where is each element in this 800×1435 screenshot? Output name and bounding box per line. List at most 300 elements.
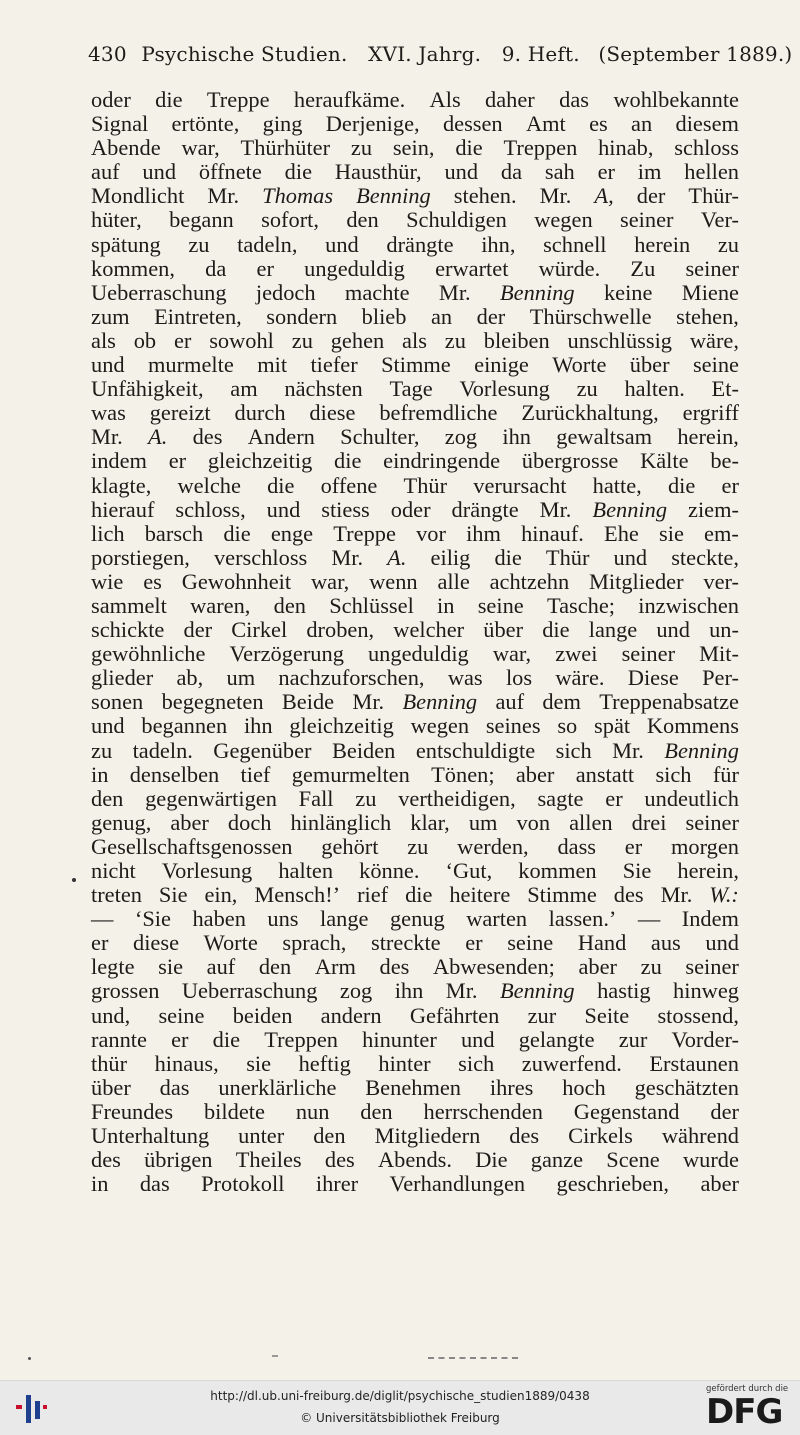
- word: war,: [310, 568, 350, 594]
- word: stehen.: [453, 183, 517, 209]
- word: wäre,: [689, 327, 739, 353]
- word: sammelt: [91, 592, 167, 618]
- issue-date: (September 1889.): [598, 42, 793, 66]
- word: bildete: [203, 1098, 265, 1124]
- word: wenn: [369, 568, 418, 594]
- word: auf: [495, 689, 525, 715]
- word: Mr.: [445, 978, 478, 1004]
- word: eindringende: [383, 448, 501, 474]
- word: wegen: [410, 713, 470, 739]
- word: sonen: [91, 689, 144, 715]
- scan-mark: [272, 1355, 278, 1357]
- word: und: [325, 231, 359, 257]
- word: ungeduldig: [367, 641, 469, 667]
- word: Abwesenden;: [432, 954, 555, 980]
- word: hinunter: [362, 1026, 437, 1052]
- dfg-funding: [706, 1384, 792, 1432]
- word: das: [559, 87, 589, 112]
- word: seine: [158, 1002, 205, 1028]
- word: warten: [466, 906, 528, 932]
- word: haben: [192, 906, 246, 932]
- copyright-notice: © Universitätsbibliothek Freiburg: [300, 1411, 500, 1425]
- word: gewaltsam: [556, 424, 653, 450]
- word: rief: [357, 882, 389, 908]
- word: klar,: [410, 809, 450, 835]
- word: Andern: [247, 424, 315, 450]
- word: befremdliche: [379, 400, 498, 426]
- word: stossend,: [657, 1002, 739, 1028]
- word: Mr.: [539, 183, 572, 209]
- word: Mr.: [207, 183, 240, 209]
- word: nächsten: [284, 376, 363, 402]
- word: wie: [91, 568, 124, 594]
- word: heraufkäme.: [293, 87, 406, 112]
- word: ziem-: [688, 496, 739, 522]
- word: gehen: [330, 327, 385, 353]
- word: Worte: [203, 930, 258, 956]
- text-line: [91, 474, 739, 498]
- word: ihn: [394, 978, 424, 1004]
- word: Treppe: [333, 520, 396, 546]
- word: geschrieben,: [556, 1171, 670, 1197]
- word: und: [613, 544, 648, 570]
- word: verschloss: [213, 544, 308, 570]
- word: A.: [387, 544, 407, 570]
- word: uns: [267, 906, 299, 932]
- word: zu: [640, 954, 662, 980]
- word: stehen,: [676, 303, 739, 329]
- word: in: [437, 592, 455, 618]
- word: seiner: [621, 641, 676, 667]
- word: zu: [91, 737, 113, 763]
- word: der: [183, 617, 213, 643]
- text-line: [91, 257, 739, 281]
- text-line: [91, 401, 739, 425]
- word: und: [705, 930, 739, 956]
- word: Scene: [606, 1147, 660, 1173]
- word: aber: [515, 761, 555, 787]
- text-line: [91, 305, 739, 329]
- word: zog: [444, 424, 478, 450]
- word: kommen,: [91, 255, 175, 281]
- word: den: [313, 1123, 346, 1149]
- word: seiner: [685, 954, 739, 980]
- word: anstatt: [575, 761, 635, 787]
- text-line: [91, 329, 739, 353]
- word: Tage: [389, 376, 433, 402]
- word: ein,: [204, 882, 238, 908]
- word: sah: [544, 159, 575, 185]
- word: Mr.: [438, 279, 471, 305]
- word: auf: [206, 954, 236, 980]
- word: Schulter,: [340, 424, 420, 450]
- word: des: [192, 424, 223, 450]
- word: droben,: [306, 617, 375, 643]
- word: die: [284, 159, 313, 185]
- word: unschlüssig: [567, 327, 672, 353]
- word: Thür: [403, 472, 448, 498]
- word: diese: [133, 930, 180, 956]
- word: Kommens: [646, 713, 739, 739]
- word: ging: [262, 111, 303, 137]
- dfg-logo-icon: DFG: [706, 1392, 783, 1432]
- word: heitere: [449, 882, 511, 908]
- word: glieder: [91, 665, 154, 691]
- word: Verhandlungen: [389, 1171, 526, 1197]
- word: sprach,: [282, 930, 347, 956]
- word: spätung: [91, 231, 161, 257]
- word: so: [557, 713, 578, 739]
- word: Cirkel: [231, 617, 288, 643]
- word: grossen: [91, 978, 160, 1004]
- word: lange: [588, 617, 638, 643]
- word: drängte: [451, 496, 519, 522]
- word: Indem: [681, 906, 739, 932]
- word: Schuldigen: [406, 207, 507, 233]
- word: dem: [542, 689, 581, 715]
- word: lich: [91, 520, 125, 546]
- word: Fall: [298, 785, 334, 811]
- word: be-: [710, 448, 739, 474]
- word: Mitglieder: [589, 568, 684, 594]
- word: halten.: [624, 376, 685, 402]
- text-line: [91, 281, 739, 305]
- word: an: [631, 111, 653, 137]
- word: Signal: [91, 111, 149, 137]
- text-line: [91, 787, 739, 811]
- word: begann: [169, 207, 234, 233]
- word: undeutlich: [644, 785, 739, 811]
- word: klagte,: [91, 472, 152, 498]
- word: durch: [234, 400, 286, 426]
- word: nachzuforschen,: [278, 665, 425, 691]
- word: die: [542, 617, 570, 643]
- word: Thür: [545, 544, 590, 570]
- word: herein,: [677, 424, 739, 450]
- text-line: [91, 594, 739, 618]
- word: Cirkels: [568, 1123, 633, 1149]
- word: jedoch: [255, 279, 316, 305]
- margin-mark: [72, 878, 76, 882]
- word: ihn: [243, 713, 273, 739]
- word: Mondlicht: [91, 183, 185, 209]
- word: seiner: [620, 207, 674, 233]
- word: Protokoll: [201, 1171, 285, 1197]
- word: tief: [240, 761, 271, 787]
- word: Vorlesung: [161, 858, 253, 883]
- word: er: [721, 472, 739, 498]
- word: Treppenabsatze: [599, 689, 739, 715]
- text-line: [91, 1076, 739, 1100]
- word: halten: [278, 858, 334, 883]
- word: morgen: [670, 833, 739, 859]
- word: dass: [557, 833, 596, 859]
- word: andern: [320, 1002, 382, 1028]
- word: hierauf: [91, 496, 155, 522]
- word: hastig: [597, 978, 651, 1004]
- word: ver-: [703, 568, 739, 594]
- word: während: [661, 1123, 739, 1149]
- word: unerklärliche: [218, 1074, 337, 1100]
- word: um: [468, 809, 498, 835]
- word: es: [143, 568, 162, 594]
- word: über: [483, 617, 524, 643]
- text-line: [91, 690, 739, 714]
- word: zu: [291, 327, 313, 353]
- word: Gegenstand: [573, 1098, 680, 1124]
- text-line: [91, 859, 739, 883]
- word: und: [91, 713, 125, 739]
- word: Thür-: [688, 183, 739, 209]
- word: Mr.: [352, 689, 385, 715]
- word: aber: [578, 954, 618, 980]
- word: er: [91, 930, 109, 956]
- word: offene: [320, 472, 378, 498]
- word: Seite: [584, 1002, 630, 1028]
- text-line: [91, 112, 739, 136]
- word: Beiden: [331, 737, 396, 763]
- word: Thürschwelle: [529, 303, 652, 329]
- word: drängte: [386, 231, 454, 257]
- word: tadeln.: [132, 737, 193, 763]
- word: Freundes: [91, 1098, 174, 1124]
- word: Tasche;: [546, 592, 616, 618]
- word: eilig: [430, 544, 471, 570]
- word: schloss: [674, 135, 739, 161]
- word: ungeduldig: [304, 255, 405, 281]
- word: Benning: [592, 496, 668, 522]
- word: werden,: [457, 833, 529, 859]
- word: Zurückhaltung,: [521, 400, 659, 426]
- word: Gegenüber: [213, 737, 312, 763]
- text-line: [91, 208, 739, 232]
- word: spät: [594, 713, 631, 739]
- word: allen: [569, 809, 613, 835]
- text-line: [91, 546, 739, 570]
- text-line: [91, 907, 739, 931]
- word: was: [447, 665, 483, 691]
- word: am: [230, 376, 258, 402]
- word: nun: [295, 1098, 330, 1124]
- word: drei: [631, 809, 667, 835]
- word: Die: [475, 1147, 508, 1173]
- word: lange: [319, 906, 369, 932]
- word: die: [455, 135, 483, 161]
- word: mit: [257, 352, 288, 378]
- word: er: [605, 785, 623, 811]
- word: des: [324, 1147, 355, 1173]
- word: was: [91, 400, 126, 426]
- word: Ueberraschung: [181, 978, 318, 1004]
- word: sich: [655, 761, 692, 787]
- word: sein,: [392, 135, 435, 161]
- word: den: [258, 954, 292, 980]
- scan-mark: [28, 1357, 31, 1360]
- word: lassen.’: [548, 906, 617, 932]
- word: porstiegen,: [91, 544, 190, 570]
- word: in: [91, 761, 109, 787]
- word: Hausthür,: [334, 159, 422, 185]
- text-line: [91, 1028, 739, 1052]
- word: und: [142, 159, 177, 185]
- word: von: [516, 809, 551, 835]
- text-line: [91, 449, 739, 473]
- word: machte: [344, 279, 410, 305]
- word: achtzehn: [489, 568, 570, 594]
- word: es: [589, 111, 608, 137]
- word: schnell: [543, 231, 607, 257]
- permalink-url[interactable]: http://dl.ub.uni-freiburg.de/diglit/psychische_studien1889/0438: [210, 1389, 590, 1403]
- word: Mr.: [91, 424, 123, 450]
- word: Zu: [630, 255, 656, 281]
- word: zu: [717, 231, 739, 257]
- word: sich: [458, 1050, 495, 1076]
- word: könne.: [359, 858, 420, 883]
- word: er: [168, 448, 187, 474]
- text-line: [91, 353, 739, 377]
- word: Thomas: [262, 183, 334, 209]
- word: Mr.: [539, 496, 572, 522]
- word: wohlbekannte: [613, 87, 739, 112]
- word: alle: [437, 568, 470, 594]
- word: ‘Sie: [134, 906, 171, 932]
- word: seines: [485, 713, 541, 739]
- word: genug,: [91, 809, 152, 835]
- word: schloss,: [175, 496, 246, 522]
- word: begannen: [141, 713, 228, 739]
- word: wegen: [534, 207, 593, 233]
- word: zuwerfend.: [521, 1050, 622, 1076]
- word: Unfähigkeit,: [91, 376, 204, 402]
- word: ergriff: [682, 400, 739, 426]
- word: begegneten: [161, 689, 264, 715]
- word: er: [256, 255, 274, 281]
- word: zur: [527, 1002, 557, 1028]
- word: die: [212, 1026, 241, 1052]
- word: gleichzeitig: [207, 448, 313, 474]
- word: aus: [650, 930, 681, 956]
- text-line: [91, 811, 739, 835]
- word: aber: [700, 1171, 739, 1197]
- text-line: [91, 425, 739, 449]
- word: un-: [709, 617, 739, 643]
- word: Verzögerung: [229, 641, 344, 667]
- word: hinaus,: [154, 1050, 219, 1076]
- word: oder: [390, 496, 431, 522]
- word: ‘Gut,: [445, 858, 493, 883]
- viewer-footer-bar: [0, 1380, 800, 1435]
- word: stiess: [321, 496, 370, 522]
- word: das: [139, 1171, 170, 1197]
- word: Miene: [681, 279, 739, 305]
- word: vor: [416, 520, 446, 546]
- text-line: [91, 88, 739, 112]
- word: schickte: [91, 617, 165, 643]
- word: daher: [485, 87, 535, 112]
- word: Worte: [552, 352, 607, 378]
- word: murmelte: [147, 352, 234, 378]
- word: zu: [576, 376, 598, 402]
- word: ihm: [466, 520, 501, 546]
- word: waren,: [190, 592, 251, 618]
- word: des: [509, 1123, 540, 1149]
- word: Benning: [356, 183, 431, 209]
- word: und: [656, 617, 690, 643]
- word: war,: [492, 641, 532, 667]
- text-line: [91, 1100, 739, 1124]
- word: Mitgliedern: [374, 1123, 481, 1149]
- text-line: [91, 714, 739, 738]
- word: bleiben: [483, 327, 550, 353]
- word: er: [597, 159, 615, 185]
- text-line: [91, 160, 739, 184]
- word: die: [334, 448, 362, 474]
- word: Benning: [500, 978, 575, 1004]
- word: sie: [158, 954, 184, 980]
- word: kommen: [518, 858, 597, 883]
- word: um: [226, 665, 256, 691]
- word: Treppen: [503, 135, 578, 161]
- word: zwei: [555, 641, 598, 667]
- word: über: [91, 1074, 131, 1100]
- word: Abends.: [377, 1147, 452, 1173]
- word: unter: [238, 1123, 285, 1149]
- word: Treppe: [206, 87, 270, 112]
- text-line: [91, 955, 739, 979]
- text-line: [91, 666, 739, 690]
- text-line: [91, 835, 739, 859]
- word: den: [273, 592, 306, 618]
- word: den: [346, 207, 379, 233]
- word: W.:: [709, 882, 739, 908]
- word: gelangte: [518, 1026, 595, 1052]
- word: entschuldigte: [415, 737, 536, 763]
- word: tiefer: [310, 352, 358, 378]
- word: ganze: [530, 1147, 584, 1173]
- running-header: [88, 42, 793, 66]
- text-line: [91, 763, 739, 787]
- text-line: [91, 1124, 739, 1148]
- word: Erstaunen: [649, 1050, 739, 1076]
- text-line: [91, 1148, 739, 1172]
- word: Vorlesung: [459, 376, 550, 402]
- word: steckte,: [671, 544, 739, 570]
- funding-caption: gefördert durch die: [706, 1384, 789, 1394]
- word: Als: [429, 87, 461, 112]
- word: —: [91, 906, 114, 932]
- word: Sie: [158, 882, 188, 908]
- word: beiden: [232, 1002, 293, 1028]
- word: vertheidigen,: [398, 785, 516, 811]
- word: zu: [355, 785, 377, 811]
- word: Ueberraschung: [91, 279, 227, 305]
- word: an: [430, 303, 453, 329]
- word: ihn: [502, 424, 532, 450]
- word: Benehmen: [365, 1074, 462, 1100]
- word: der: [710, 1098, 739, 1124]
- word: Gesellschaftsgenossen: [91, 833, 293, 859]
- word: herein: [634, 231, 691, 257]
- word: em-: [704, 520, 739, 546]
- text-line: [91, 233, 739, 257]
- word: als: [402, 327, 427, 353]
- word: ertönte,: [171, 111, 240, 137]
- text-line: [91, 498, 739, 522]
- text-line: [91, 642, 739, 666]
- word: Stimme: [381, 352, 451, 378]
- word: Benning: [664, 737, 739, 763]
- word: thür: [91, 1050, 128, 1076]
